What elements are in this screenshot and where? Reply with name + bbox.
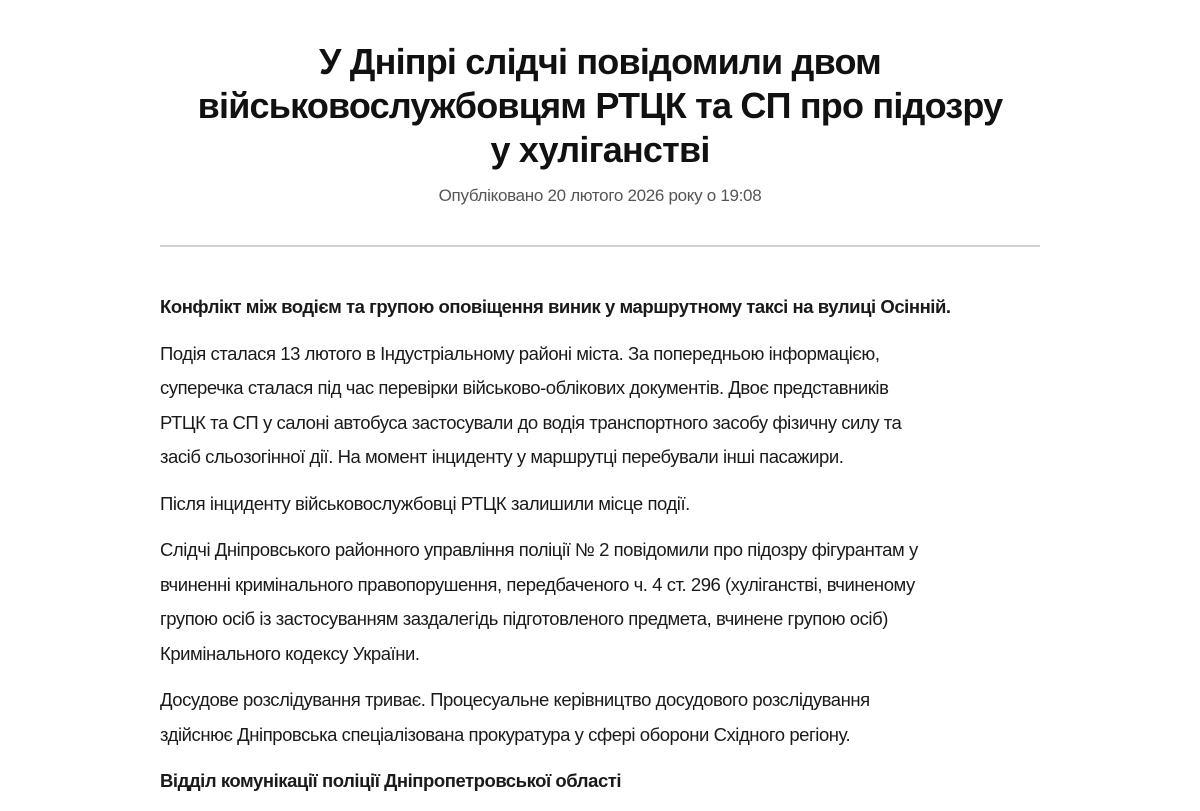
paragraph-line: Слідчі Дніпровського районного управління поліції № 2 повідомили про підозру фігурантам у <box>160 539 918 560</box>
paragraph-line: групою осіб із застосуванням заздалегідь підготовленого предмета, вчинене групою осіб) <box>160 608 888 629</box>
signature: Відділ комунікації поліції Дніпропетровської області <box>160 770 622 791</box>
paragraph-line: Кримінального кодексу України. <box>160 642 420 664</box>
title-line: у хуліганстві <box>490 129 710 170</box>
paragraph-line: засіб сльозогінної дії. На момент інциденту у маршрутці перебували інші пасажири. <box>160 446 844 467</box>
paragraph-line: Подія сталася 13 лютого в Індустріальному районі міста. За попередньою інформацією, <box>160 342 880 364</box>
published-date: Опубліковано 20 лютого 2026 року о 19:08 <box>438 186 762 205</box>
divider <box>160 245 1040 247</box>
title-line: У Дніпрі слідчі повідомили двом <box>318 41 882 82</box>
paragraph-line: Досудове розслідування триває. Процесуальне керівництво досудового розслідування <box>160 689 870 710</box>
paragraph-line: РТЦК та СП у салоні автобуса застосували до водія транспортного засобу фізичну силу та <box>160 411 902 433</box>
article-body <box>160 290 1060 811</box>
paragraph-line: суперечка сталася під час перевірки військово-облікових документів. Двоє представників <box>160 377 889 398</box>
paragraph-line: вчиненні кримінального правопорушення, передбаченого ч. 4 ст. 296 (хуліганстві, вчиненому <box>160 573 915 595</box>
article-title <box>0 40 1200 172</box>
lead-paragraph: Конфлікт між водієм та групою оповіщення виник у маршрутному таксі на вулиці Осінній. <box>160 296 951 317</box>
paragraph-line: здійснює Дніпровська спеціалізована прокуратура у сфері оборони Східного регіону. <box>160 723 851 745</box>
paragraph-line: Після інциденту військовослужбовці РТЦК залишили місце події. <box>160 492 690 514</box>
title-line: військовослужбовцям РТЦК та СП про підозру <box>197 85 1003 126</box>
